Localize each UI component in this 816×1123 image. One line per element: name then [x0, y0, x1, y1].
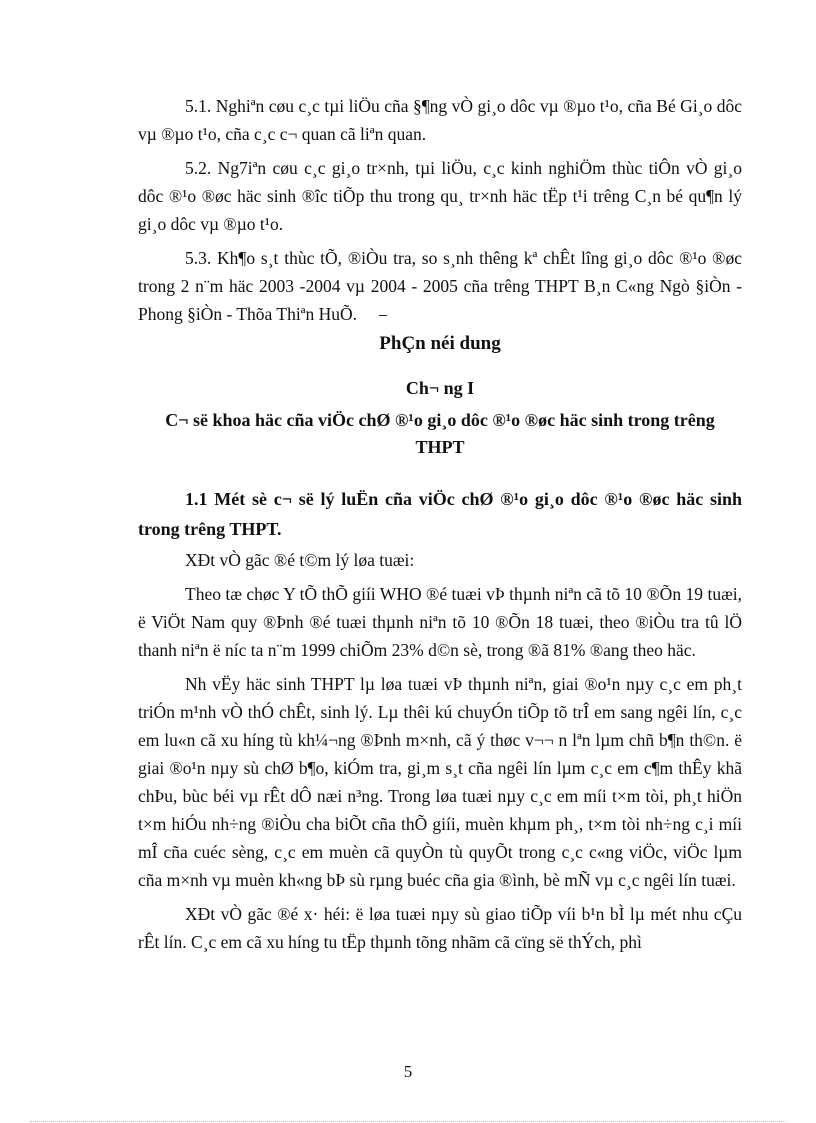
section-heading-1-1: 1.1 Mét sè c¬ së lý luËn cña viÖc chØ ®¹o gi¸o dôc ®¹o ®øc häc sinh trong trêng THPT.: [138, 489, 742, 539]
page-bottom-rule: [30, 1121, 786, 1122]
paragraph-5-2: 5.2. Ng7iªn cøu c¸c gi¸o tr×nh, tµi liÖu, c¸c kinh nghiÖm thùc tiÔn vÒ gi¸o dôc ®¹o ®øc häc sinh ®îc tiÕp thu trong qu¸ tr×nh häc tËp t¹i trêng C¸n bé qu¶n lý gi¸o dôc vµ ®µo t¹o.: [138, 158, 742, 234]
chapter-title-line-2: THPT: [415, 437, 465, 457]
paragraph-thpt-students: Nh vËy häc sinh THPT lµ løa tuæi vÞ thµnh niªn, giai ®o¹n nµy c¸c em ph¸t triÓn m¹nh vÒ thÓ chÊt, sinh lý. Lµ thêi kú chuyÓn tiÕp tõ trÎ em sang ngêi lín, c¸c em lu«n cã xu híng tù kh¼¬ng ®Þnh m×nh, cã ý thøc v¬¬ n lªn lµm chñ b¶n th©n. ë giai ®o¹n nµy sù chØ b¶o, kiÓm tra, gi¸m s¸t cña ngêi lín lµm c¸c em c¶m thÊy khã chÞu, bùc béi vµ rÊt dÔ næi n³ng. Trong løa tuæi nµy c¸c em míi t×m tòi, ph¸t hiÖn t×m hiÓu nh÷ng ®iÒu cha biÕt cña thÕ giíi, muèn khµm ph¸, t×m tòi nh÷ng c¸i míi mÎ cña cuéc sèng, c¸c em muèn cã quyÒn tù quyÕt trong c¸c c«ng viÖc, viÖc lµm cña m×nh vµ muèn kh«ng bÞ sù rµng buéc cña gia ®ình, bè mÑ vµ c¸c ngêi lín tuæi.: [138, 674, 742, 890]
chapter-title-line-1: C¬ së khoa häc cña viÖc chØ ®¹o gi¸o dôc ®¹o ®øc häc sinh trong trêng: [165, 410, 715, 430]
page-number: 5: [403, 1062, 413, 1081]
paragraph-social: XÐt vÒ gãc ®é x· héi: ë løa tuæi nµy sù giao tiÕp víi b¹n bÌ lµ mét nhu cÇu rÊt lín. C¸c em cã xu híng tu tËp thµnh tõng nhãm cã cïng së thÝch, phì: [138, 904, 742, 952]
paragraph-5-1: 5.1. Nghiªn cøu c¸c tµi liÖu cña §¶ng vÒ gi¸o dôc vµ ®µo t¹o, cña Bé Gi¸o dôc vµ ®µo t¹o, cña c¸c c¬ quan cã liªn quan.: [138, 96, 742, 144]
intro-section: [138, 92, 742, 328]
paragraph-psychology-intro: XÐt vÒ gãc ®é t©m lý løa tuæi:: [185, 550, 415, 570]
part-title: PhÇn néi dung: [379, 333, 501, 354]
paragraph-5-3: [138, 244, 742, 328]
paragraph-5-3-text: 5.3. Kh¶o s¸t thùc tÕ, ®iÒu tra, so s¸nh thêng kª chÊt lîng gi¸o dôc ®¹o ®øc trong 2 n¨m häc 2003 -2004 vµ 2004 - 2005 cña trêng THPT B¸n C«ng Ngò §iÒn - Phong §iÒn - Thõa Thiªn HuÕ.: [138, 248, 742, 324]
body-section: [138, 546, 742, 956]
paragraph-who: Theo tæ chøc Y tÕ thÕ giíi WHO ®é tuæi vÞ thµnh niªn cã tõ 10 ®Õn 19 tuæi, ë ViÖt Nam quy ®Þnh ®é tuæi thµnh niªn tõ 10 ®Õn 18 tuæi, theo ®iÒu tra tû lÖ thanh niªn ë níc ta n¨m 1999 chiÕm 23% d©n sè, trong ®ã 81% ®ang theo häc.: [138, 584, 742, 660]
text-cursor-mark: [379, 315, 387, 316]
chapter-label: Ch¬ ng I: [405, 378, 475, 398]
chapter-title: [138, 407, 742, 461]
